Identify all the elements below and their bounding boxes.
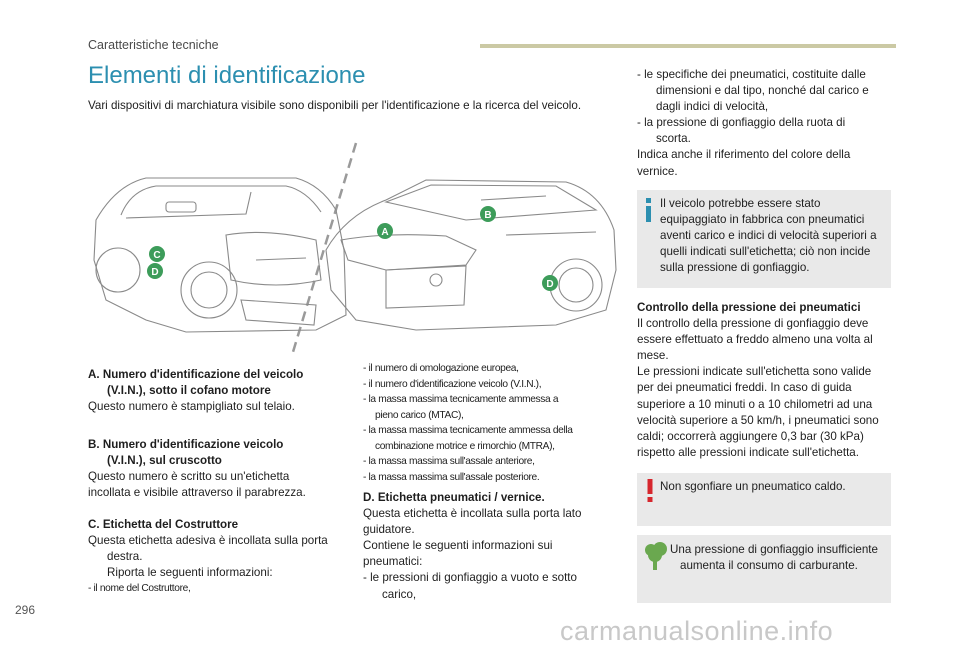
section-b-title-2: (V.I.N.), sul cruscotto: [107, 454, 222, 468]
section-d-text-4: pneumatici:: [363, 555, 423, 569]
section-c-text-2: destra.: [107, 550, 143, 564]
pressure-line: rispetto alle pressioni indicate sull'etichetta.: [637, 445, 859, 459]
list-item-cont: pieno carico (MTAC),: [375, 409, 464, 421]
list-item-cont: scorta.: [656, 132, 691, 146]
section-c-text-1: Questa etichetta adesiva è incollata sulla porta: [88, 534, 328, 548]
label-info-list: [363, 361, 628, 485]
list-item-cont: dagli indici di velocità,: [656, 100, 769, 114]
section-c: [88, 517, 348, 597]
list-item: - la pressione di gonfiaggio della ruota di: [637, 116, 846, 130]
info-icon: [644, 198, 654, 222]
section-d-item-1: - le pressioni di gonfiaggio a vuoto e sotto: [363, 571, 577, 585]
pressure-line: superiore a 10 minuti o a 10 chilometri ad una: [637, 397, 873, 411]
section-c-title: C. Etichetta del Costruttore: [88, 518, 239, 531]
pressure-title: Controllo della pressione dei pneumatici: [637, 301, 861, 314]
page-title: Elementi di identificazione: [88, 62, 366, 89]
info-line: equipaggiato in fabbrica con pneumatici: [660, 213, 865, 227]
info-line: quelli indicati sull'etichetta; ciò non incide: [660, 245, 871, 259]
svg-text:D: D: [151, 267, 159, 278]
info-line: Il veicolo potrebbe essere stato: [660, 197, 821, 210]
section-a-title-2: (V.I.N.), sotto il cofano motore: [107, 384, 271, 398]
paint-ref-text-2: vernice.: [637, 164, 678, 178]
section-d-item-2: carico,: [382, 587, 417, 601]
exclamation-icon: [646, 479, 654, 503]
eco-box-text: [670, 542, 890, 574]
pressure-section: [637, 300, 897, 461]
divider-line: [293, 143, 356, 352]
marker-d-left: [147, 263, 163, 279]
section-b-text-1: Questo numero è scritto su un'etichetta: [88, 470, 290, 484]
intro-text: Vari dispositivi di marchiatura visibile sono disponibili per l'identificazione e la ricerca del veicolo.: [88, 99, 582, 112]
section-d-text-2: guidatore.: [363, 523, 415, 537]
list-item: - il numero d'identificazione veicolo (V.I.N.),: [363, 378, 542, 390]
list-item: - le specifiche dei pneumatici, costituite dalle: [637, 68, 866, 81]
marker-d-right: [542, 275, 558, 291]
pressure-line: velocità superiore a 50 km/h, i pneumatici sono: [637, 413, 879, 427]
marker-c: [149, 246, 165, 262]
front-car-drawing: [326, 180, 616, 330]
eco-box: [637, 535, 891, 603]
list-item: - la massa massima sull'assale posteriore.: [363, 471, 540, 483]
section-header: Caratteristiche tecniche: [88, 38, 219, 52]
pressure-line: Le pressioni indicate sull'etichetta sono valide: [637, 365, 872, 379]
vehicle-illustration: [86, 140, 626, 355]
section-b-title-1: B. Numero d'identificazione veicolo: [88, 438, 284, 451]
info-box: [637, 190, 891, 288]
section-b-text-2: incollata e visibile attraverso il parabrezza.: [88, 486, 306, 500]
section-c-item: - il nome del Costruttore,: [88, 583, 191, 595]
watermark: carmanualsonline.info: [560, 616, 834, 646]
list-item-cont: dimensioni e dal tipo, nonché dal carico e: [656, 84, 869, 98]
info-line: aventi carico e indici di velocità superiori a: [660, 229, 877, 243]
section-d-text-3: Contiene le seguenti informazioni sui: [363, 539, 553, 553]
section-c-text-3: Riporta le seguenti informazioni:: [107, 566, 273, 580]
pressure-line: per dei pneumatici freddi. In caso di guida: [637, 381, 852, 395]
svg-text:B: B: [484, 210, 492, 221]
marker-b: [480, 206, 496, 222]
list-item: - la massa massima sull'assale anteriore,: [363, 456, 535, 467]
pressure-line: caldi; occorrerà aggiungere 0,3 bar (30 kPa): [637, 429, 864, 443]
eco-line: aumenta il consumo di carburante.: [680, 559, 858, 573]
tree-icon: [643, 541, 669, 571]
section-a: [88, 367, 348, 415]
section-b: [88, 437, 348, 501]
section-a-title-1: A. Numero d'identificazione del veicolo: [88, 368, 304, 381]
section-d-text-1: Questa etichetta è incollata sulla porta lato: [363, 507, 582, 521]
paint-ref-text-1: Indica anche il riferimento del colore della: [637, 148, 851, 162]
info-line: sulla pressione di gonfiaggio.: [660, 261, 810, 275]
warning-box-text: Non sgonfiare un pneumatico caldo.: [660, 480, 846, 493]
marker-a: [377, 223, 393, 239]
tyre-spec-list: [637, 67, 897, 180]
pressure-line: mese.: [637, 349, 669, 363]
svg-text:D: D: [546, 279, 554, 290]
page-number: 296: [15, 603, 36, 617]
section-d-title: D. Etichetta pneumatici / vernice.: [363, 491, 545, 504]
list-item: - il numero di omologazione europea,: [363, 363, 519, 374]
list-item: - la massa massima tecnicamente ammessa a: [363, 394, 559, 405]
rear-car-drawing: [94, 178, 346, 332]
section-d: [363, 490, 628, 603]
list-item: - la massa massima tecnicamente ammessa della: [363, 425, 573, 436]
svg-text:C: C: [153, 250, 161, 261]
header-bar: [480, 44, 896, 48]
info-box-text: [660, 196, 890, 276]
warning-box: [637, 473, 891, 526]
pressure-line: Il controllo della pressione di gonfiaggio deve: [637, 317, 869, 331]
svg-text:A: A: [381, 227, 389, 238]
section-a-text: Questo numero è stampigliato sul telaio.: [88, 400, 295, 414]
list-item-cont: combinazione motrice e rimorchio (MTRA),: [375, 440, 555, 452]
eco-line: Una pressione di gonfiaggio insufficiente: [670, 543, 878, 556]
pressure-line: essere effettuato a freddo almeno una volta al: [637, 333, 873, 347]
